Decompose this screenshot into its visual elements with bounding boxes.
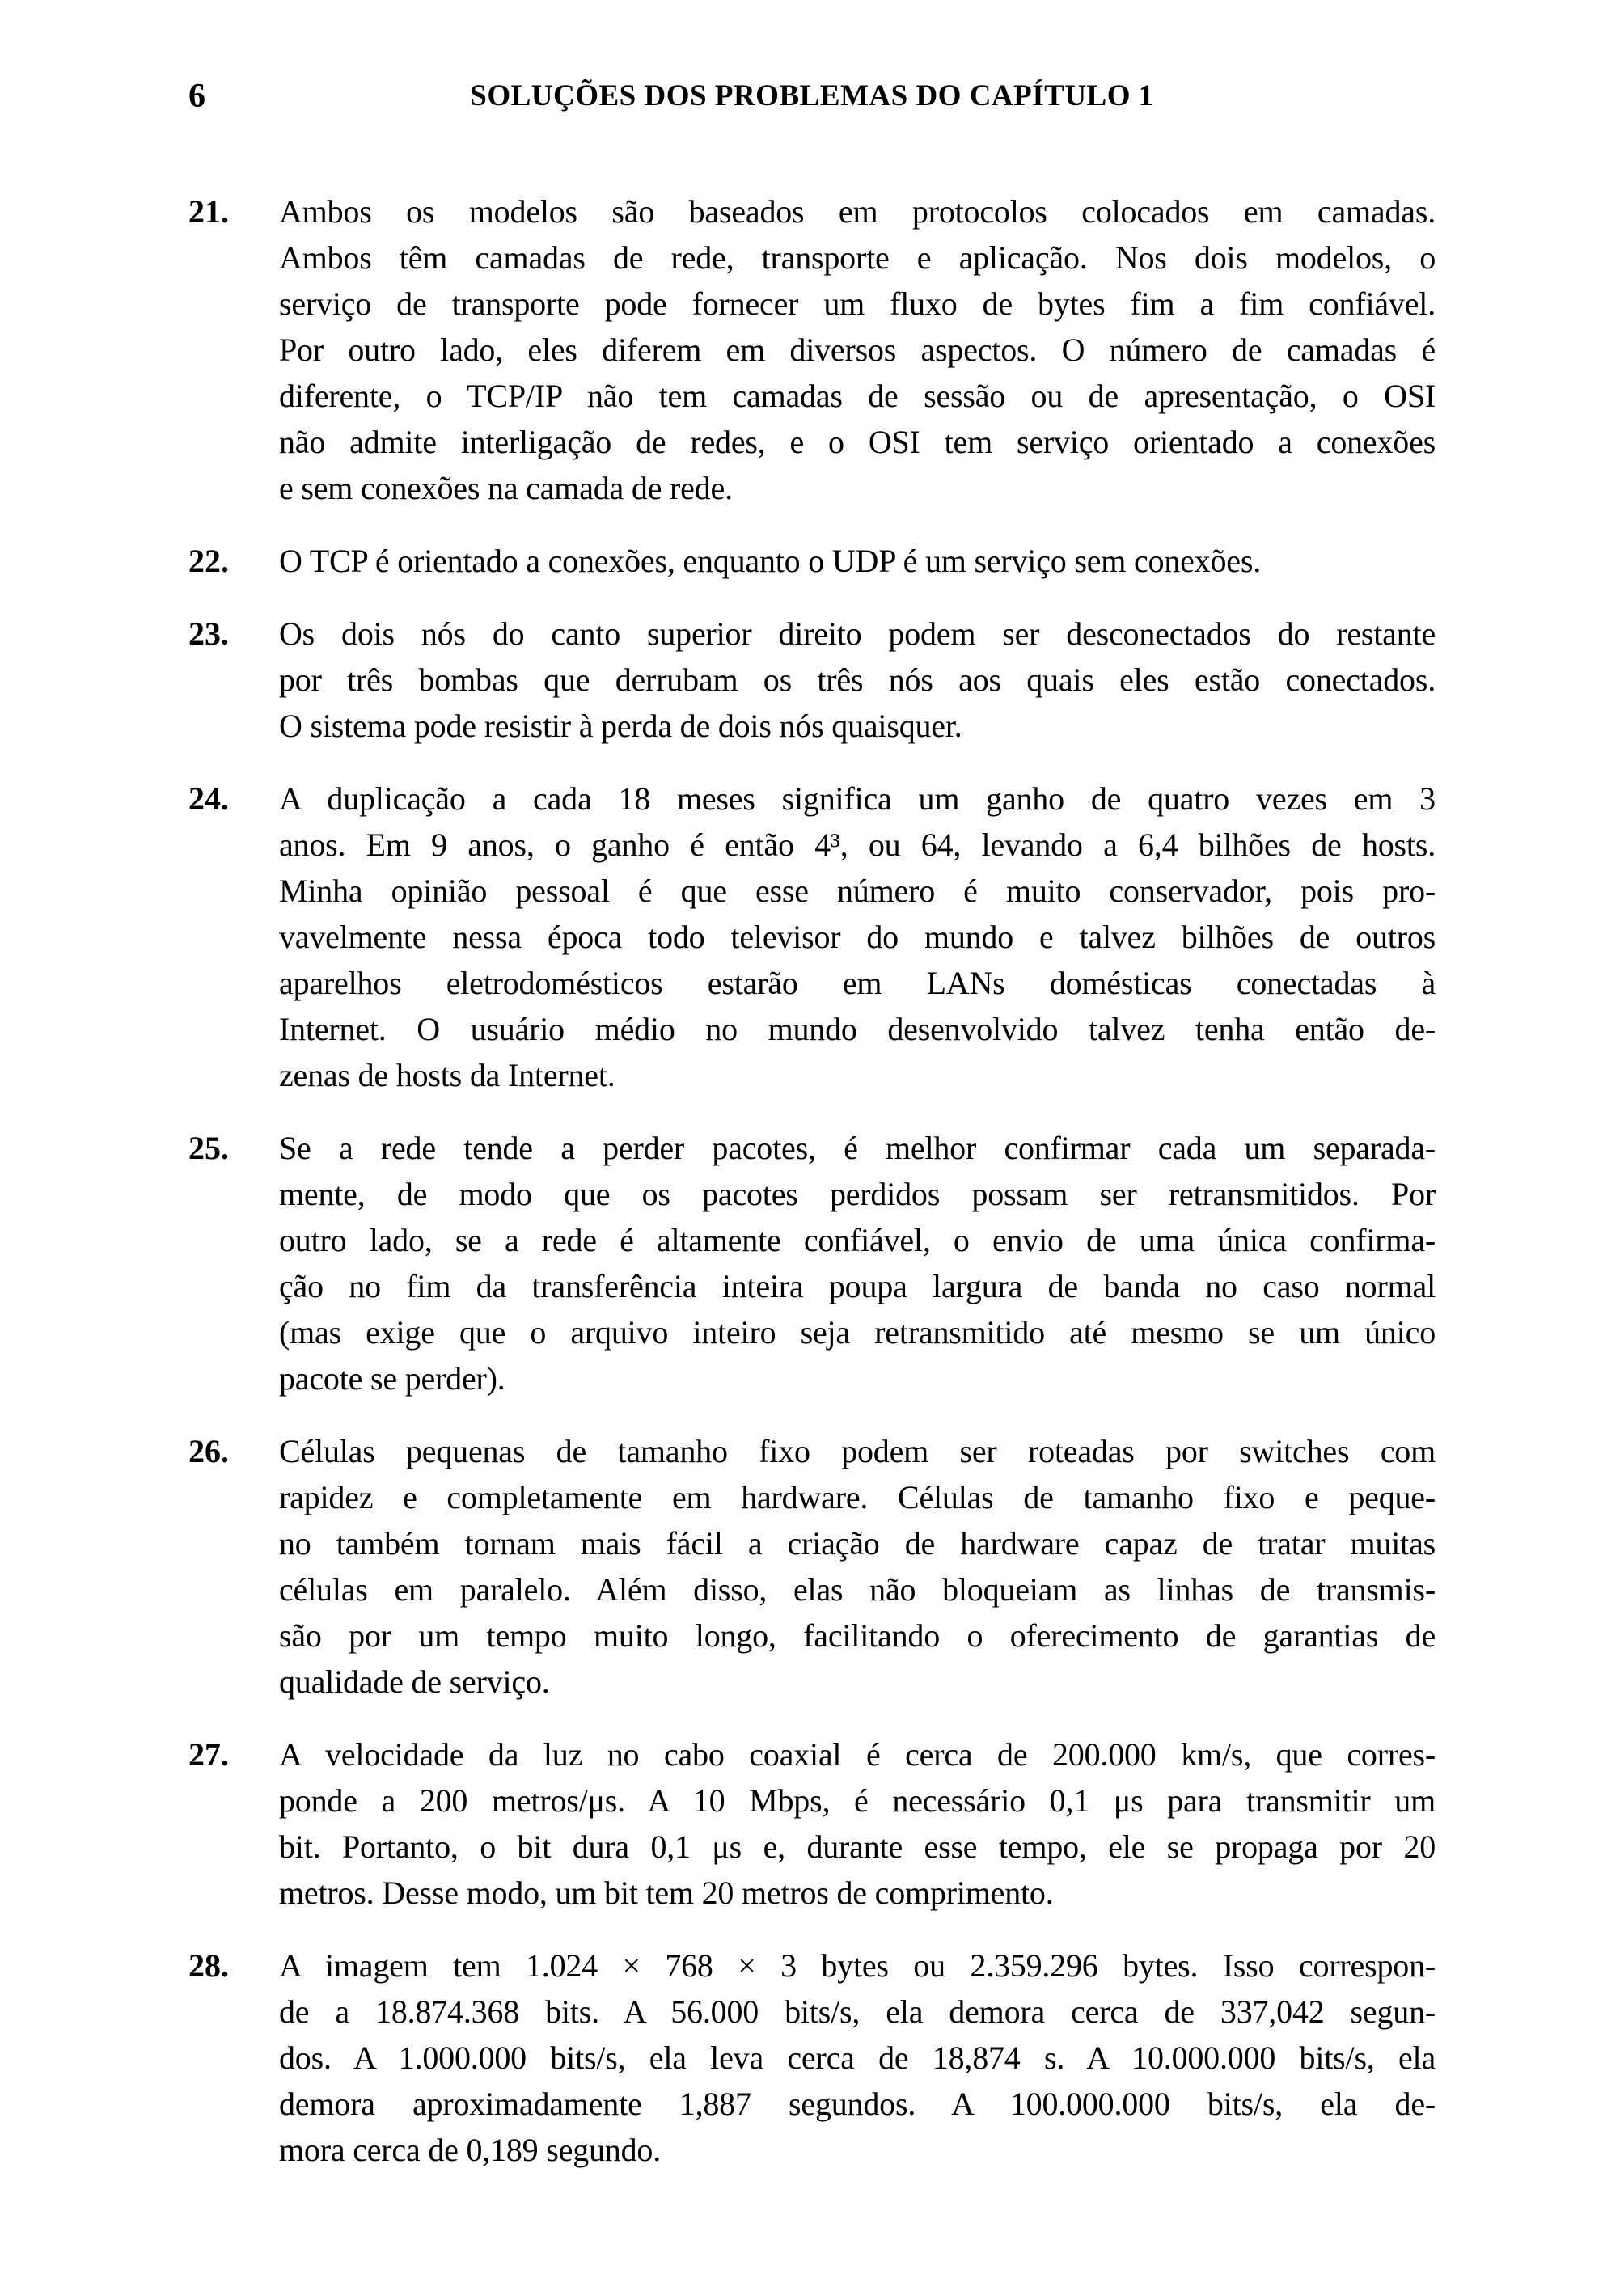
item-number: 23. [188, 615, 229, 652]
solution-item [188, 188, 1436, 511]
paragraph-line: e sem conexões na camada de rede. [279, 470, 733, 506]
paragraph-line: bit. Portanto, o bit dura 0,1 μs e, durante esse tempo, ele se propaga por 20 [279, 1828, 1436, 1865]
solution-item [188, 611, 1436, 749]
solution-item [188, 538, 1436, 584]
solution-item [188, 1942, 1436, 2173]
paragraph-line: Se a rede tende a perder pacotes, é melhor confirmar cada um separada- [279, 1130, 1436, 1166]
paragraph-line: Internet. O usuário médio no mundo desenvolvido talvez tenha então de- [279, 1011, 1436, 1047]
paragraph-line: não admite interligação de redes, e o OSI tem serviço orientado a conexões [279, 424, 1436, 460]
paragraph-line: metros. Desse modo, um bit tem 20 metros de comprimento. [279, 1875, 1054, 1911]
item-number: 24. [188, 780, 229, 817]
paragraph-line: células em paralelo. Além disso, elas não bloqueiam as linhas de transmis- [279, 1571, 1436, 1608]
item-paragraph [279, 776, 1436, 1098]
paragraph-line: rapidez e completamente em hardware. Células de tamanho fixo e peque- [279, 1479, 1436, 1515]
item-paragraph [279, 538, 1436, 584]
paragraph-line: vavelmente nessa época todo televisor do mundo e talvez bilhões de outros [279, 919, 1436, 955]
item-number: 22. [188, 543, 229, 579]
paragraph-line: pacote se perder). [279, 1360, 505, 1397]
page-header [188, 77, 1436, 116]
paragraph-line: de a 18.874.368 bits. A 56.000 bits/s, ela demora cerca de 337,042 segun- [279, 1993, 1436, 2030]
solution-item [188, 1125, 1436, 1401]
item-number: 26. [188, 1433, 229, 1469]
solution-item [188, 776, 1436, 1098]
paragraph-line: qualidade de serviço. [279, 1663, 550, 1700]
paragraph-line: serviço de transporte pode fornecer um fluxo de bytes fim a fim confiável. [279, 285, 1436, 322]
paragraph-line: mente, de modo que os pacotes perdidos possam ser retransmitidos. Por [279, 1176, 1436, 1212]
item-number: 27. [188, 1736, 229, 1773]
running-header-title: SOLUÇÕES DOS PROBLEMAS DO CAPÍTULO 1 [470, 79, 1154, 112]
paragraph-line: no também tornam mais fácil a criação de hardware capaz de tratar muitas [279, 1525, 1436, 1562]
solution-item [188, 1428, 1436, 1705]
paragraph-line: Ambos têm camadas de rede, transporte e aplicação. Nos dois modelos, o [279, 239, 1436, 276]
paragraph-line: O TCP é orientado a conexões, enquanto o UDP é um serviço sem conexões. [279, 543, 1262, 579]
paragraph-line: A velocidade da luz no cabo coaxial é cerca de 200.000 km/s, que corres- [279, 1736, 1436, 1773]
paragraph-line: ponde a 200 metros/μs. A 10 Mbps, é necessário 0,1 μs para transmitir um [279, 1782, 1436, 1819]
paragraph-line: aparelhos eletrodomésticos estarão em LANs domésticas conectadas à [279, 965, 1436, 1001]
item-paragraph [279, 1125, 1436, 1401]
solutions-list [188, 188, 1436, 2173]
paragraph-line: demora aproximadamente 1,887 segundos. A 100.000.000 bits/s, ela de- [279, 2086, 1436, 2122]
paragraph-line: A duplicação a cada 18 meses significa um ganho de quatro vezes em 3 [279, 780, 1436, 817]
paragraph-line: são por um tempo muito longo, facilitando o oferecimento de garantias de [279, 1617, 1436, 1654]
paragraph-line: por três bombas que derrubam os três nós aos quais eles estão conectados. [279, 662, 1436, 698]
paragraph-line: Por outro lado, eles diferem em diversos aspectos. O número de camadas é [279, 332, 1436, 368]
item-number: 28. [188, 1947, 229, 1984]
page-number: 6 [188, 78, 205, 115]
paragraph-line: Ambos os modelos são baseados em protocolos colocados em camadas. [279, 193, 1436, 230]
paragraph-line: Células pequenas de tamanho fixo podem ser roteadas por switches com [279, 1433, 1436, 1469]
item-paragraph [279, 1942, 1436, 2173]
paragraph-line: zenas de hosts da Internet. [279, 1057, 615, 1093]
paragraph-line: mora cerca de 0,189 segundo. [279, 2132, 661, 2168]
paragraph-line: ção no fim da transferência inteira poupa largura de banda no caso normal [279, 1268, 1436, 1304]
paragraph-line: A imagem tem 1.024 × 768 × 3 bytes ou 2.359.296 bytes. Isso correspon- [279, 1947, 1436, 1984]
item-paragraph [279, 611, 1436, 749]
item-number: 21. [188, 193, 229, 230]
paragraph-line: (mas exige que o arquivo inteiro seja retransmitido até mesmo se um único [279, 1314, 1436, 1351]
solution-item [188, 1731, 1436, 1916]
item-number: 25. [188, 1130, 229, 1166]
paragraph-line: outro lado, se a rede é altamente confiável, o envio de uma única confirma- [279, 1222, 1436, 1258]
paragraph-line: O sistema pode resistir à perda de dois nós quaisquer. [279, 708, 962, 744]
item-paragraph [279, 1428, 1436, 1705]
paragraph-line: Os dois nós do canto superior direito podem ser desconectados do restante [279, 615, 1436, 652]
paragraph-line: anos. Em 9 anos, o ganho é então 4³, ou 64, levando a 6,4 bilhões de hosts. [279, 826, 1436, 863]
paragraph-line: Minha opinião pessoal é que esse número é muito conservador, pois pro- [279, 873, 1436, 909]
item-paragraph [279, 1731, 1436, 1916]
paragraph-line: dos. A 1.000.000 bits/s, ela leva cerca de 18,874 s. A 10.000.000 bits/s, ela [279, 2039, 1436, 2076]
item-paragraph [279, 188, 1436, 511]
paragraph-line: diferente, o TCP/IP não tem camadas de sessão ou de apresentação, o OSI [279, 378, 1436, 414]
